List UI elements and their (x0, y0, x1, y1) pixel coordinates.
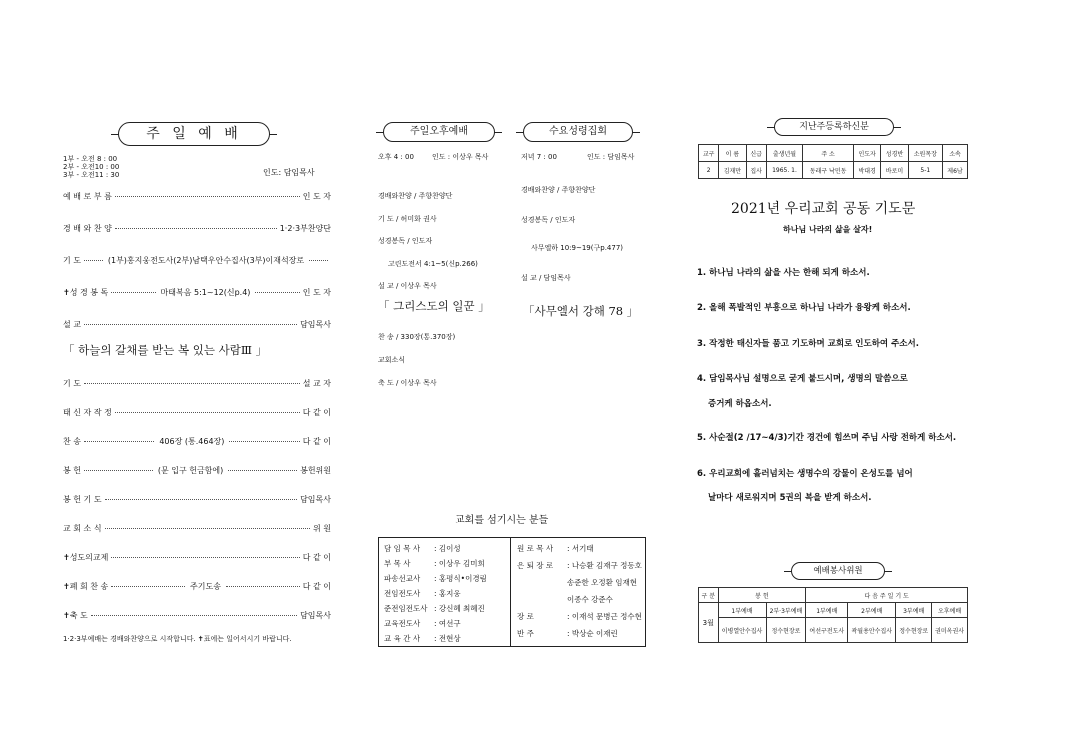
order-person: 설 교 자 (302, 378, 331, 388)
order-row (63, 578, 331, 594)
servant-row: 파송선교사 : 홍평식•이경림 (384, 574, 487, 583)
order-person: 인 도 자 (302, 287, 331, 297)
order-label: 예 배 로 부 름 (63, 191, 112, 201)
order-row (63, 549, 331, 565)
order-label: ✝성 경 봉 독 (63, 287, 109, 297)
afternoon-time: 오후 4 : 00 (378, 153, 414, 161)
order-row (63, 520, 331, 536)
ws-sub: 2부·3부예배 (766, 603, 806, 618)
ws-header-row (699, 588, 968, 603)
wednesday-leader: 인도 : 담임목사 (587, 153, 635, 161)
wednesday-item: 사무엘하 10:9~19(구p.477) (531, 244, 624, 252)
afternoon-item: 축 도 / 이상우 목사 (378, 379, 437, 387)
servant-row: 반 주 : 박상순 이재린 (517, 629, 618, 638)
afternoon-item: 경배와찬양 / 주향찬양단 (378, 192, 453, 200)
order-row (63, 607, 331, 623)
servants-divider (510, 538, 511, 646)
servant-row: 교육전도사 : 여선구 (384, 619, 461, 628)
newcomer-data-row (699, 162, 968, 179)
newcomer-cell: 2 (699, 162, 719, 179)
afternoon-item: 고린도전서 4:1~5(신p.266) (388, 259, 478, 268)
newcomer-header-cell: 소속 (943, 145, 968, 162)
servant-row: 은 퇴 장 로 : 나승환 김재구 정동호 (517, 561, 642, 570)
afternoon-sermon: 「 그리스도의 일꾼 」 (378, 299, 490, 313)
order-person: 다 같 이 (302, 581, 332, 591)
afternoon-items2 (378, 326, 455, 395)
afternoon-worship-title: 주일오후예배 (383, 122, 495, 142)
order-row (63, 375, 331, 391)
newcomer-cell: 1965. 1. (766, 162, 802, 179)
order-label: 기 도 (63, 255, 81, 265)
ws-name: 정수현장로 (766, 618, 806, 643)
servant-row: 송준한 오정환 임재현 (567, 578, 637, 587)
servant-row: 부 목 사 : 이상우 김미희 (384, 559, 485, 568)
newcomer-cell: 집사 (746, 162, 766, 179)
wednesday-item: 성경봉독 / 인도자 (521, 216, 576, 224)
servant-row: 준전임전도사 : 강신혜 최혜진 (384, 604, 485, 613)
order-label: 태 신 자 작 정 (63, 407, 112, 417)
order-label: ✝성도의교제 (63, 552, 109, 562)
order-row (63, 188, 331, 204)
prayer-item: 3. 작정한 태신자들 품고 기도하며 교회로 인도하여 주소서. (697, 339, 919, 349)
prayer-item: 4. 담임목사님 설명으로 굳게 붙드시며, 생명의 말씀으로 (697, 374, 908, 384)
ws-sub: 1부예배 (806, 603, 848, 618)
order-detail: (1부)홍지웅전도사(2부)남택우안수집사(3부)이재석장로 (107, 255, 305, 265)
prayer-item: 5. 사순절(2 /17~4/3)기간 경건에 힘쓰며 주님 사랑 전하게 하소서. (697, 433, 957, 443)
wednesday-item: 설 교 / 담임목사 (521, 274, 571, 282)
order-label: ✝축 도 (63, 610, 88, 620)
newcomer-cell: 김재만 (719, 162, 746, 179)
ws-sub: 오후예배 (932, 603, 968, 618)
ws-sub: 3부예배 (896, 603, 932, 618)
order-row (63, 316, 331, 332)
order-detail: 마태복음 5:1~12(신p.4) (160, 287, 251, 297)
wednesday-items (521, 185, 623, 283)
footnote: 1·2·3부예배는 경배와찬양으로 시작합니다. ✝표에는 일어서시기 바랍니다. (63, 635, 292, 643)
servant-row: 장 로 : 이재석 문병근 정수현 (517, 612, 642, 621)
order-row (63, 252, 331, 268)
servant-row: 전임전도사 : 홍지웅 (384, 589, 461, 598)
order-label: 설 교 (63, 319, 81, 329)
order-person: 1·2·3부찬양단 (279, 223, 331, 233)
newcomer-header-cell: 교구 (699, 145, 719, 162)
service-time-2: 2부 - 오전10 : 00 (63, 163, 120, 171)
servants-right (517, 543, 642, 645)
wednesday-sermon: 「사무엘서 강해 78 」 (523, 304, 639, 318)
sermon-title: 「 하늘의 갈채를 받는 복 있는 사람Ⅲ 」 (63, 343, 268, 357)
servant-row: 이종수 강준수 (567, 595, 613, 604)
order-label: 봉 헌 기 도 (63, 494, 102, 504)
newcomer-header-cell: 출생년월 (766, 145, 802, 162)
afternoon-leader: 인도 : 이상우 목사 (432, 153, 489, 161)
order-person: 봉헌위원 (300, 465, 332, 475)
sunday-worship-title: 주 일 예 배 (118, 122, 270, 146)
order-person: 담임목사 (300, 494, 331, 504)
servants-left (384, 543, 509, 648)
ws-month: 3월 (699, 603, 719, 643)
prayer-subtitle: 하나님 나라의 삶을 살자! (783, 225, 873, 234)
servants-title: 교회를 섬기시는 분들 (455, 515, 549, 526)
newcomer-cell: 제6남 (943, 162, 968, 179)
prayer-item: 2. 올해 폭발적인 부흥으로 하나님 나라가 융왕케 하소서. (697, 303, 911, 313)
ws-sub: 2부예배 (848, 603, 896, 618)
wednesday-time: 저녁 7 : 00 (521, 153, 557, 161)
afternoon-item: 성경봉독 / 인도자 (378, 237, 433, 245)
order-detail: 주기도송 (190, 581, 221, 591)
prayer-item: 6. 우리교회에 흘러넘치는 생명수의 강물이 온성도를 넘어 (697, 469, 913, 479)
newcomer-header-cell: 인도자 (854, 145, 881, 162)
afternoon-item: 교회소식 (378, 356, 406, 364)
order-row (63, 462, 331, 478)
order-person: 위 원 (313, 523, 331, 533)
newcomer-header-cell: 이 름 (719, 145, 746, 162)
order-detail: (문 입구 헌금함에) (157, 465, 224, 475)
newcomer-cell: 동래구 낙민동 (803, 162, 854, 179)
ws-name: 정수현장로 (896, 618, 932, 643)
order-row (63, 404, 331, 420)
prayer-item: 날마다 새로워지며 5권의 복을 받게 하소서. (708, 493, 872, 503)
order-label: 경 배 와 찬 양 (63, 223, 112, 233)
worship-servants-title: 예배봉사위원 (791, 562, 885, 580)
order-label: 교 회 소 식 (63, 523, 102, 533)
newcomer-header-row (699, 145, 968, 162)
order-person: 담임목사 (300, 610, 331, 620)
ws-gubun-header: 구 분 (699, 588, 719, 603)
order-person: 인 도 자 (302, 191, 331, 201)
order-person: 다 같 이 (302, 436, 331, 446)
ws-sub: 1부예배 (718, 603, 766, 618)
order-person: 다 같 이 (302, 407, 331, 417)
ws-names-row (699, 618, 968, 643)
order-row (63, 284, 331, 300)
order-row (63, 220, 331, 236)
servant-row: 교 육 간 사 : 전현상 (384, 634, 461, 643)
newcomer-cell: 박대경 (854, 162, 881, 179)
newcomer-cell: 바로미 (881, 162, 908, 179)
newcomer-header-cell: 소원목장 (908, 145, 942, 162)
ws-name: 권미옥권사 (932, 618, 968, 643)
ws-sub-row (699, 603, 968, 618)
afternoon-item: 설 교 / 이상우 목사 (378, 282, 437, 290)
ws-name: 여선구전도사 (806, 618, 848, 643)
order-label: 봉 헌 (63, 465, 81, 475)
worship-servants-table (698, 587, 968, 643)
service-times (63, 155, 119, 179)
sunday-leader: 인도: 담임목사 (263, 168, 315, 177)
newcomer-header-cell: 주 소 (803, 145, 854, 162)
newcomer-header-cell: 신급 (746, 145, 766, 162)
order-label: 찬 송 (63, 436, 81, 446)
order-person: 담임목사 (300, 319, 331, 329)
newcomer-header-cell: 성경반 (881, 145, 908, 162)
service-time-3: 3부 - 오전11 : 30 (63, 171, 120, 179)
ws-bongheon-header: 봉 헌 (718, 588, 806, 603)
ws-name: 이병열안수집사 (718, 618, 766, 643)
afternoon-item: 기 도 / 허미화 권사 (378, 214, 437, 223)
order-row (63, 433, 331, 449)
prayer-item: 1. 하나님 나라의 삶을 사는 한해 되게 하소서. (697, 268, 870, 278)
wednesday-worship-title: 수요성령집회 (523, 122, 633, 142)
servants-box (378, 537, 646, 647)
order-detail: 406장 (통.464장) (159, 436, 225, 446)
servant-row: 담 임 목 사 : 김이성 (384, 544, 461, 553)
order-label: 기 도 (63, 378, 81, 388)
afternoon-items (378, 185, 478, 298)
wednesday-item: 경배와찬양 / 주향찬양단 (521, 186, 596, 194)
ws-name: 곽월용안수집사 (848, 618, 896, 643)
servant-row: 원 로 목 사 : 서기태 (517, 544, 594, 553)
newcomer-title: 지난주등록하신분 (774, 118, 894, 136)
prayer-item: 증거케 하옵소서. (708, 399, 772, 409)
newcomer-cell: 5-1 (908, 162, 942, 179)
newcomer-table (698, 144, 968, 179)
prayer-title: 2021년 우리교회 공동 기도문 (731, 201, 916, 217)
ws-prayer-header: 다 음 주 일 기 도 (806, 588, 968, 603)
order-label: ✝폐 회 찬 송 (63, 581, 109, 591)
order-person: 다 같 이 (302, 552, 331, 562)
order-row (63, 491, 331, 507)
afternoon-item: 찬 송 / 330장(통.370장) (378, 333, 456, 341)
service-time-1: 1부 - 오전 8 : 00 (63, 155, 118, 163)
